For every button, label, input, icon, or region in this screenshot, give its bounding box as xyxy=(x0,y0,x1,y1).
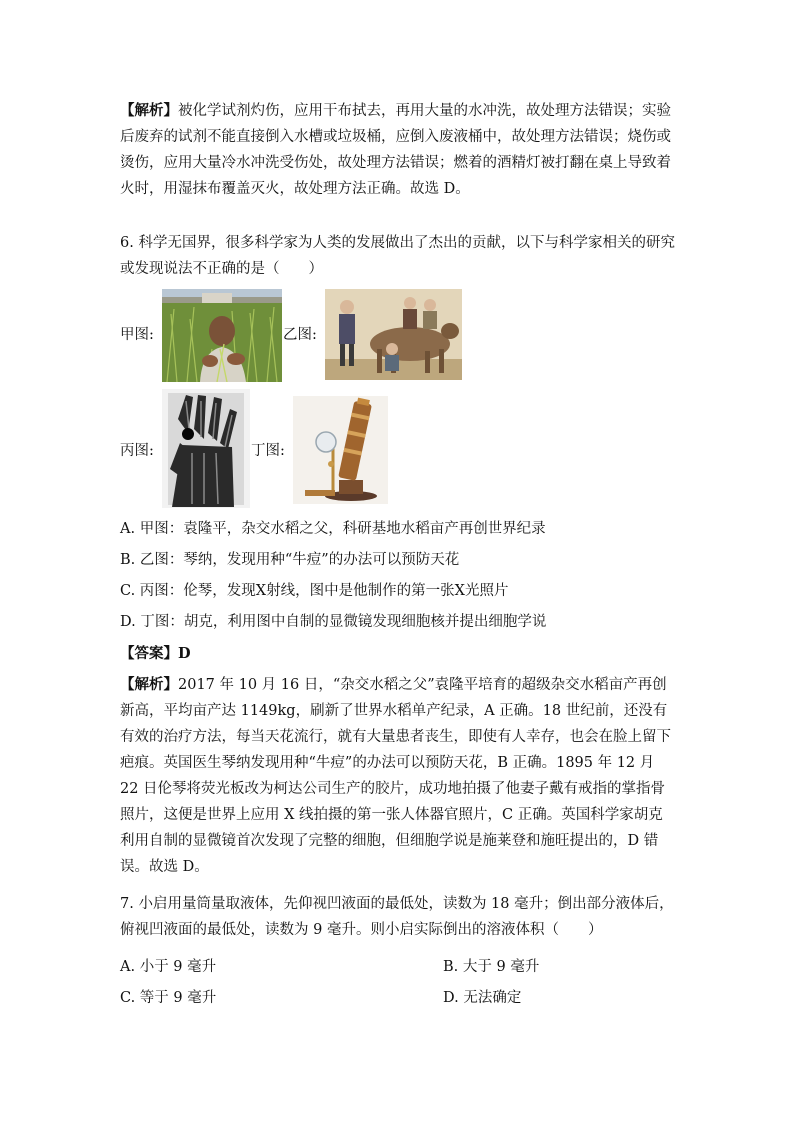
question-6-stem: 6. 科学无国界，很多科学家为人类的发展做出了杰出的贡献，以下与科学家相关的研究或发现说法不正确的是（ ） xyxy=(120,235,675,277)
figure-ding-microscope-photo xyxy=(293,396,388,504)
figure-label-ding: 丁图: xyxy=(251,443,285,459)
question-6-option-d: D. 丁图：胡克，利用图中自制的显微镜发现细胞核并提出细胞学说 xyxy=(120,614,547,630)
question-7-option-b: B. 大于 9 毫升 xyxy=(443,959,540,975)
question-6-option-c: C. 丙图：伦琴，发现X射线，图中是他制作的第一张X光照片 xyxy=(120,583,509,599)
analysis-tag: 【解析】 xyxy=(120,102,178,119)
analysis-q6 xyxy=(120,672,676,880)
question-6-option-b: B. 乙图：琴纳，发现用种“牛痘”的办法可以预防天花 xyxy=(120,552,460,568)
question-7-option-d: D. 无法确定 xyxy=(443,990,522,1006)
analysis-tag: 【解析】 xyxy=(120,676,178,693)
figure-yi-cowpox-illustration xyxy=(325,289,462,380)
figure-label-yi: 乙图: xyxy=(283,327,317,343)
question-7-option-a: A. 小于 9 毫升 xyxy=(120,959,217,975)
figure-jia-rice-field-photo xyxy=(162,289,282,382)
figure-bing-xray-hand-photo xyxy=(162,389,250,508)
figure-label-bing: 丙图: xyxy=(120,443,154,459)
question-6-answer: 【答案】D xyxy=(120,645,191,662)
analysis-q5 xyxy=(120,98,676,202)
analysis-text: 2017 年 10 月 16 日，“杂交水稻之父”袁隆平培育的超级杂交水稻亩产再创新高，平均亩产达 1149kg，刷新了世界水稻单产纪录，A 正确。18 世纪前，还没有有效的治疗方法，每当天花流行，就有大量患者丧生，即使有人幸存，也会在脸上留下疤痕。英国医生琴纳发现用种“牛痘”的办法可以预防天花，B 正确。1895 年 12 月 22 日伦琴将荧光板改为柯达公司生产的胶片，成功地拍摄了他妻子戴有戒指的掌指骨照片，这便是世界上应用 X 线拍摄的第一张人体器官照片，C 正确。英国科学家胡克利用自制的显微镜首次发现了完整的细胞，但细胞学说是施莱登和施旺提出的，D 错误。故选 D。 xyxy=(120,677,671,875)
figure-label-jia: 甲图: xyxy=(120,327,154,343)
analysis-text: 被化学试剂灼伤，应用干布拭去，再用大量的水冲洗，故处理方法错误；实验后废弃的试剂不能直接倒入水槽或垃圾桶，应倒入废液桶中，故处理方法错误；烧伤或烫伤，应用大量冷水冲洗受伤处，故处理方法错误；燃着的酒精灯被打翻在桌上导致着火时，用湿抹布覆盖灭火，故处理方法正确。故选 D。 xyxy=(120,103,671,197)
question-6-option-a: A. 甲图：袁隆平，杂交水稻之父，科研基地水稻亩产再创世界纪录 xyxy=(120,521,546,537)
question-7-stem: 7. 小启用量筒量取液体，先仰视凹液面的最低处，读数为 18 毫升；倒出部分液体后，俯视凹液面的最低处，读数为 9 毫升。则小启实际倒出的溶液体积（ ） xyxy=(120,896,674,938)
question-7-option-c: C. 等于 9 毫升 xyxy=(120,990,217,1006)
